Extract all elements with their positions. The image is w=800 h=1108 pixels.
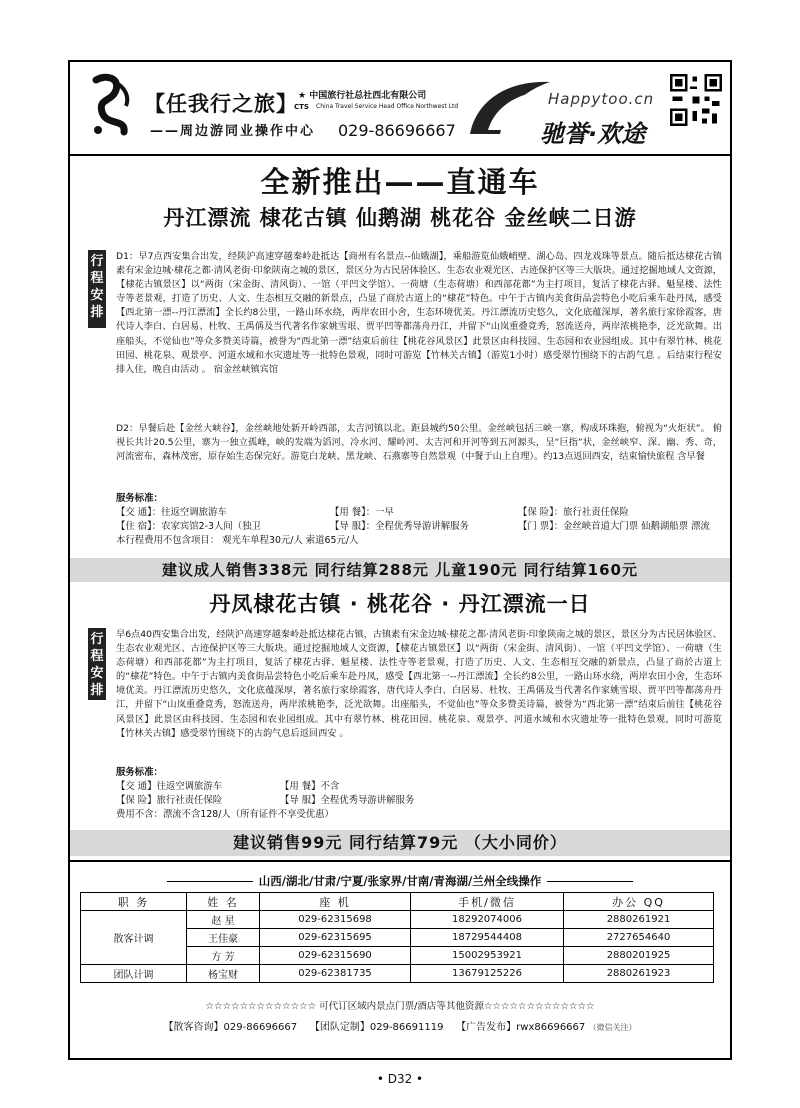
name-cell: 方 芳 (187, 947, 260, 965)
qq-cell: 2880261923 (564, 965, 714, 983)
happytoo-chinese: 驰誉·欢途 (540, 120, 646, 148)
table-row (81, 911, 714, 929)
day1-itinerary: D1：早7点西安集合出发，经陕沪高速穿越秦岭赴抵达【商州有名景点--仙娥湖】，乘船游览仙娥峭壁、湖心岛、四龙戏珠等景点。随后抵达棣花古镇素有宋金边城·棣花之都·清风老街·印象陕南之城的景区，景区分为古民居体验区、生态农业观光区、古迹保护区等三大版块。通过挖掘地域人文资源，【棣花古镇景区】以“两街（宋金街、清风街）、一馆（平凹文学馆）、一荷塘（生态荷塘）和西部花都”为主打项目，复活了棣花古驿、魁星楼、法性寺等老景观，打造了历史、人文、生态相互交融的新景点，凸显了商於古道上的“棣花”特色。中午于古镇内美食街品尝特色小吃后乘车赴丹凤，感受【西北第一漂--丹江漂流】全长约8公里，一路山环水绕，两岸农田小舍，生态环境优美。丹江漂流历史悠久，文化底蕴深厚，著名旅行家徐霞客，唐代诗人李白、白居易、杜牧、王禹偁及当代著名作家姚雪垠、贾平凹等都荡舟丹江，并留下“山岚重叠竟秀，怒流送舟，两岸浓桃艳李，泛光欲舞。出座船头，不觉仙也”等众多赞美诗篇，被誉为“西北第一漂”结束后前往【桃花谷风景区】此景区由科技园、生态园和农业园组成。其中有翠竹林、桃花田园、桃花泉、观景亭、河道水域和水灾遗址等一批特色景观，同时可游览【竹林关古镇】（游览1小时）感受翠竹围绕下的古韵气息 。后结束行程安排入住，晚自由活动 。 宿金丝峡镇宾馆 (116, 251, 722, 375)
table-header-row (81, 893, 714, 911)
happytoo-english: Happytoo.cn (548, 90, 655, 108)
footer-retail-consult: 【散客咨询】029-86696667 (163, 1022, 298, 1033)
footer-contacts (70, 1018, 730, 1033)
brand-title: 【任我行之旅】 (144, 92, 298, 116)
column-header-role: 职 务 (81, 893, 187, 911)
cts-company-name: ★ 中国旅行社总社西北有限公司 (298, 91, 427, 101)
trip2-service-transport: 【交 通】往返空调旅游车 (116, 781, 223, 792)
cts-english-name: China Travel Service Head Office Northwest Ltd (316, 103, 459, 110)
mobile-cell: 13679125226 (411, 965, 564, 983)
trip1-service-guide: 【导 服】：全程优秀导游讲解服务 (330, 521, 469, 532)
qr-code-icon (670, 74, 722, 126)
header (70, 62, 730, 156)
contact-table (80, 892, 714, 983)
role-cell: 散客计调 (81, 911, 187, 965)
trip2-service-meals: 【用 餐】不含 (280, 781, 340, 792)
page-number: • D32 • (376, 1072, 424, 1086)
calligraphy-logo-icon (86, 72, 138, 142)
qq-cell: 2727654640 (564, 929, 714, 947)
section-divider (70, 860, 730, 862)
contact-section-title: 山西/湖北/甘肃/宁夏/张家界/甘南/青海湖/兰州全线操作 (70, 873, 730, 889)
trip2-title: 丹凤棣花古镇 · 桃花谷 · 丹江漂流一日 (209, 592, 591, 616)
trip2-itinerary: 早6点40西安集合出发，经陕沪高速穿越秦岭赴抵达棣花古镇，古镇素有宋金边城·棣花之都·清风老街·印象陕南之城的景区，景区分为古民居体验区、生态农业观光区、古迹保护区等三大版块。通过挖掘地域人文资源，【棣花古镇景区】以“两街（宋金街、清风街）、一馆（平凹文学馆）、一荷塘（生态荷塘）和西部花都”为主打项目，复活了棣花古驿、魁星楼、法性寺等老景观，打造了历史、人文、生态相互交融的新景点，凸显了商於古道上的“棣花”特色。中午于古镇内美食街品尝特色小吃后乘车赴丹凤，感受【西北第一--丹江漂流】全长约8公里，一路山环水绕，两岸农田小舍，生态环境优美。丹江漂流历史悠久，文化底蕴深厚，著名旅行家徐霞客，唐代诗人李白、白居易、杜牧、王禹偁及当代著名作家姚雪垠、贾平凹等都荡舟丹江，并留下“山岚重叠竟秀，怒流送舟，两岸浓桃艳李，泛光欲舞。出座船头，不觉仙也”等众多赞美诗篇，被誉为“西北第一漂”结束后前往【桃花谷风景区】此景区由科技园、生态园和农业园组成。其中有翠竹林、桃花田园、桃花泉、观景亭、河道水域和水灾遗址等一批特色景观，同时可游览【竹林关古镇】感受翠竹围绕下的古韵气息后返回西安 。 (116, 629, 722, 739)
mobile-cell: 18292074006 (411, 911, 564, 929)
trip1-price-bar: 建议成人销售338元 同行结算288元 儿童190元 同行结算160元 (70, 558, 730, 582)
trip2-service-title: 服务标准： (116, 767, 163, 778)
brand-subtitle: ——周边游同业操作中心 (150, 124, 316, 139)
trip2-price-bar: 建议销售99元 同行结算79元 （大小同价） (70, 830, 730, 856)
trip1-excluded-costs: 本行程费用不包含项目： 观光车单程30元/人 索道65元/人 (116, 535, 359, 546)
trip2-service-guide: 【导 服】全程优秀导游讲解服务 (280, 795, 415, 806)
column-header-name: 姓 名 (187, 893, 260, 911)
qq-cell: 2880261921 (564, 911, 714, 929)
cts-code: CTS (294, 103, 309, 111)
resources-stars-line: ☆☆☆☆☆☆☆☆☆☆☆☆☆ 可代订区域内景点门票/酒店等其他资源☆☆☆☆☆☆☆☆☆☆☆☆☆ (205, 1001, 595, 1012)
header-phone: 029-86696667 (338, 121, 456, 140)
trip1-service-title: 服务标准： (116, 493, 163, 504)
qq-cell: 2880201925 (564, 947, 714, 965)
trip1-service-meals: 【用 餐】：一早 (330, 507, 394, 518)
trip1-service-insurance: 【保 险】：旅行社责任保险 (518, 507, 629, 518)
trip2-excluded-costs: 费用不含：漂流不含128/人（所有证件不享受优惠） (116, 809, 334, 820)
footer-team-custom: 【团队定制】029-86691119 (309, 1022, 444, 1033)
trip1-service-transport: 【交 通】：往返空调旅游车 (116, 507, 227, 518)
name-cell: 赵 星 (187, 911, 260, 929)
landline-cell: 029-62315698 (260, 911, 411, 929)
trip1-service-lodging: 【住 宿】：农家宾馆2-3人间（独卫 (116, 521, 261, 532)
banner-subtitle: 丹江漂流 棣花古镇 仙鹅湖 桃花谷 金丝峡二日游 (163, 206, 637, 230)
landline-cell: 029-62315690 (260, 947, 411, 965)
mobile-cell: 18729544408 (411, 929, 564, 947)
mobile-cell: 15002953921 (411, 947, 564, 965)
day2-itinerary: D2：早餐后赴【金丝大峡谷】，金丝峡地处新开岭西部，太吉河镇以北。距县城约50公里。金丝峡包括三峡一寨，构成环珠抱，俯视为“火炬状”。 俯视长共计20.5公里，寨为一独立孤峰，峡的发端为滔河、冷水河、耀岭河、太吉河和开河等到五河源头，呈“巨指”状，金丝峡窄、深、幽、秀、奇，河流密布，森林茂密，原存始生态保完好。游览白龙峡、黑龙峡、石燕寨等自然景观（中餐于山上自理）。约13点返回西安，结束愉快旅程 含早餐 (116, 423, 722, 463)
table-row (81, 965, 714, 983)
trip1-service-tickets: 【门 票】：金丝峡首道大门票 仙鹅湖船票 漂流 (518, 521, 710, 532)
flyer-page (68, 60, 732, 1060)
itinerary-tag: 行程安排 (88, 628, 106, 700)
column-header-qq: 办公 QQ (564, 893, 714, 911)
banner-main-title: 全新推出——直通车 (260, 165, 540, 199)
landline-cell: 029-62381735 (260, 965, 411, 983)
name-cell: 杨宝财 (187, 965, 260, 983)
name-cell: 王佳豪 (187, 929, 260, 947)
itinerary-tag: 行程安排 (88, 250, 106, 328)
trip2-service-insurance: 【保 险】旅行社责任保险 (116, 795, 223, 806)
column-header-mobile: 手机/微信 (411, 893, 564, 911)
landline-cell: 029-62315695 (260, 929, 411, 947)
footer-ad-publish: 【广告发布】rwx86696667 (456, 1022, 586, 1033)
footer-wechat-note: （微信关注） (588, 1023, 637, 1032)
role-cell: 团队计调 (81, 965, 187, 983)
column-header-landline: 座 机 (260, 893, 411, 911)
